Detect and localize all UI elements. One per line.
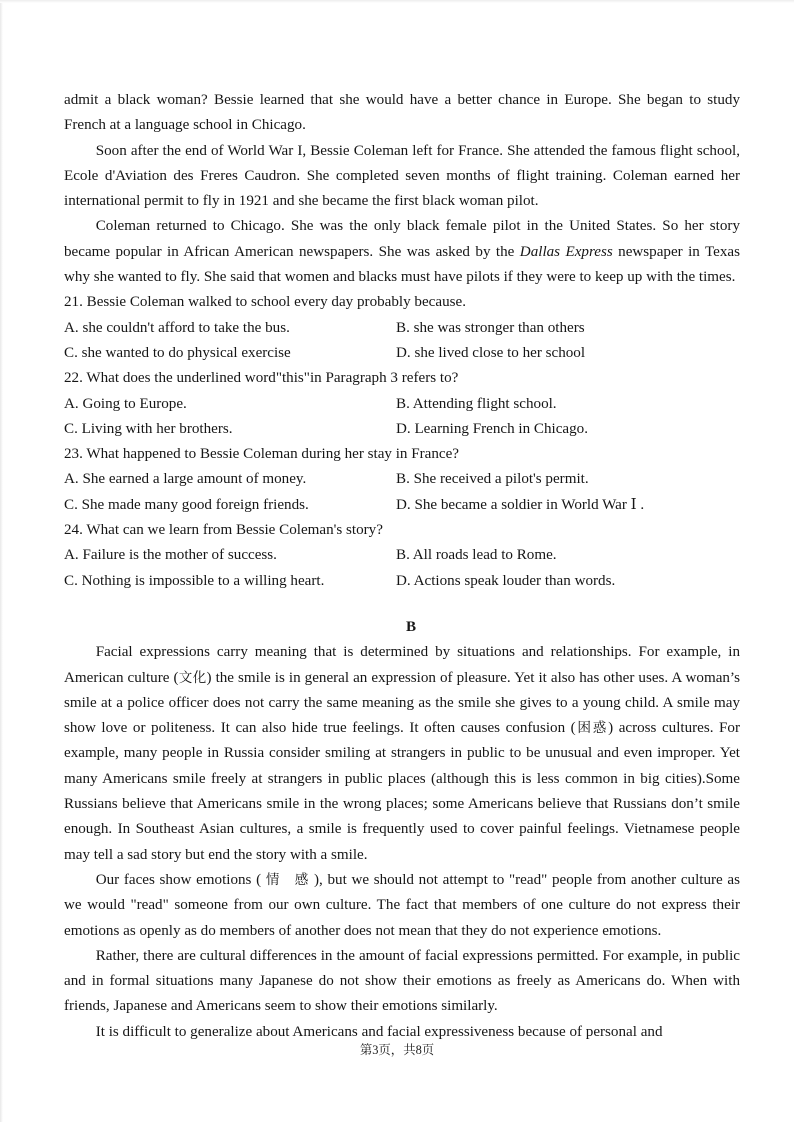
passage-a-paragraph-3-part2: newspaper in Texas why she wanted to fly. She said that women and blacks must have pilots if they were to keep up with the times.: [64, 243, 740, 286]
question-21-option-d[interactable]: D. she lived close to her school: [396, 344, 586, 361]
page-content: [64, 88, 740, 1045]
question-21-stem: 21. Bessie Coleman walked to school every day probably because.: [64, 294, 466, 311]
question-24-option-b[interactable]: B. All roads lead to Rome.: [396, 547, 557, 564]
passage-a-paragraph-3-part1: Coleman returned to Chicago. She was the only black female pilot in the United States. So her story became popular in African American newspapers. She was asked by the: [64, 218, 740, 260]
section-b-paragraph-3: Rather, there are cultural differences in the amount of facial expressions permitted. For example, in public and in formal situations many Japanese do not show their emotions as freely as Americans do. When with friends, Japanese and Americans seem to show their emotions similarly.: [64, 947, 740, 1015]
question-22-options-row-1: [64, 392, 740, 417]
question-22-option-b[interactable]: B. Attending flight school.: [396, 395, 557, 412]
question-21-options-row-2: [64, 341, 740, 366]
question-22-stem: 22. What does the underlined word"this"in Paragraph 3 refers to?: [64, 370, 459, 387]
section-b-paragraph-1: [64, 640, 740, 868]
passage-a-paragraph-1: admit a black woman? Bessie learned that she would have a better chance in Europe. She began to study French at a language school in Chicago.: [64, 92, 740, 134]
question-24-option-c[interactable]: C. Nothing is impossible to a willing heart.: [64, 572, 325, 589]
scan-edge-top: [0, 0, 794, 3]
section-b-paragraph-1-part1: Facial expressions carry meaning that is determined by situations and relationships. For example, in American culture (: [64, 644, 740, 686]
question-22-options-row-2: [64, 417, 740, 442]
question-23-option-b[interactable]: B. She received a pilot's permit.: [396, 471, 589, 488]
question-22-option-c[interactable]: C. Living with her brothers.: [64, 420, 233, 437]
gloss-confusion-chinese: 困惑: [575, 720, 609, 737]
question-21-option-b[interactable]: B. she was stronger than others: [396, 319, 585, 336]
question-23-options-row-2: [64, 493, 740, 518]
gloss-culture-chinese: 文化: [178, 669, 207, 686]
question-23-option-a[interactable]: A. She earned a large amount of money.: [64, 471, 307, 488]
section-b-paragraph-1-part3: ) across cultures. For example, many people in Russia consider smiling at strangers in public to be unusual and even improper. Yet many Americans smile freely at strangers in public places (although this is less common in big cities).Some Russians believe that Americans smile in the wrong places; some Americans believe that Russians don’t smile enough. In Southeast Asian cultures, a smile is frequently used to cover painful feelings. Vietnamese people may tell a sad story but end the story with a smile.: [64, 720, 741, 863]
question-22-option-a[interactable]: A. Going to Europe.: [64, 395, 187, 412]
section-b-paragraph-2-part2: ), but we should not attempt to "read" people from another culture as we would "read" someone from our own culture. The fact that members of one culture do not express their emotions as openly as do members of another does not mean that they do not experience emotions.: [64, 871, 740, 939]
question-24-option-a[interactable]: A. Failure is the mother of success.: [64, 547, 277, 564]
newspaper-name-italic: Dallas Express: [519, 243, 613, 260]
question-24-options-row-1: [64, 543, 740, 568]
question-22-option-d[interactable]: D. Learning French in Chicago.: [396, 420, 588, 437]
question-24-options-row-2: [64, 569, 740, 594]
question-24-stem: 24. What can we learn from Bessie Coleman's story?: [64, 522, 383, 539]
passage-a-paragraph-3: [64, 214, 740, 290]
question-23-option-c[interactable]: C. She made many good foreign friends.: [64, 496, 309, 513]
question-21-options-row-1: [64, 316, 740, 341]
page-footer: 第3页，共8页: [359, 1043, 435, 1057]
question-24-option-d[interactable]: D. Actions speak louder than words.: [396, 572, 616, 589]
section-spacer: [64, 594, 740, 615]
gloss-emotions-chinese: 情 感: [265, 871, 310, 888]
question-23-stem: 23. What happened to Bessie Coleman during her stay in France?: [64, 446, 459, 463]
question-23-options-row-1: [64, 467, 740, 492]
section-b-paragraph-4: It is difficult to generalize about Americans and facial expressiveness because of personal and: [95, 1023, 663, 1040]
section-b-paragraph-2-part1: Our faces show emotions (: [95, 871, 266, 888]
section-b-paragraph-2: [64, 868, 740, 944]
question-21-option-c[interactable]: C. she wanted to do physical exercise: [64, 344, 291, 361]
passage-a-paragraph-2: Soon after the end of World War I, Bessie Coleman left for France. She attended the famous flight school, Ecole d'Aviation des Freres Caudron. She completed seven months of flight training. Coleman earned her international permit to fly in 1921 and she became the first black woman pilot.: [64, 142, 740, 210]
section-b-heading: B: [405, 618, 417, 635]
section-b-paragraph-1-part2: ) the smile is in general an expression of pleasure. Yet it also has other uses. A woman’s smile at a police officer does not carry the same meaning as the smile she gives to a young child. A smile may show love or politeness. It can also hide true feelings. It often causes confusion (: [64, 669, 741, 737]
question-21-option-a[interactable]: A. she couldn't afford to take the bus.: [64, 319, 290, 336]
scan-edge-left: [0, 0, 3, 1122]
question-23-option-d[interactable]: D. She became a soldier in World War Ⅰ .: [396, 496, 645, 513]
